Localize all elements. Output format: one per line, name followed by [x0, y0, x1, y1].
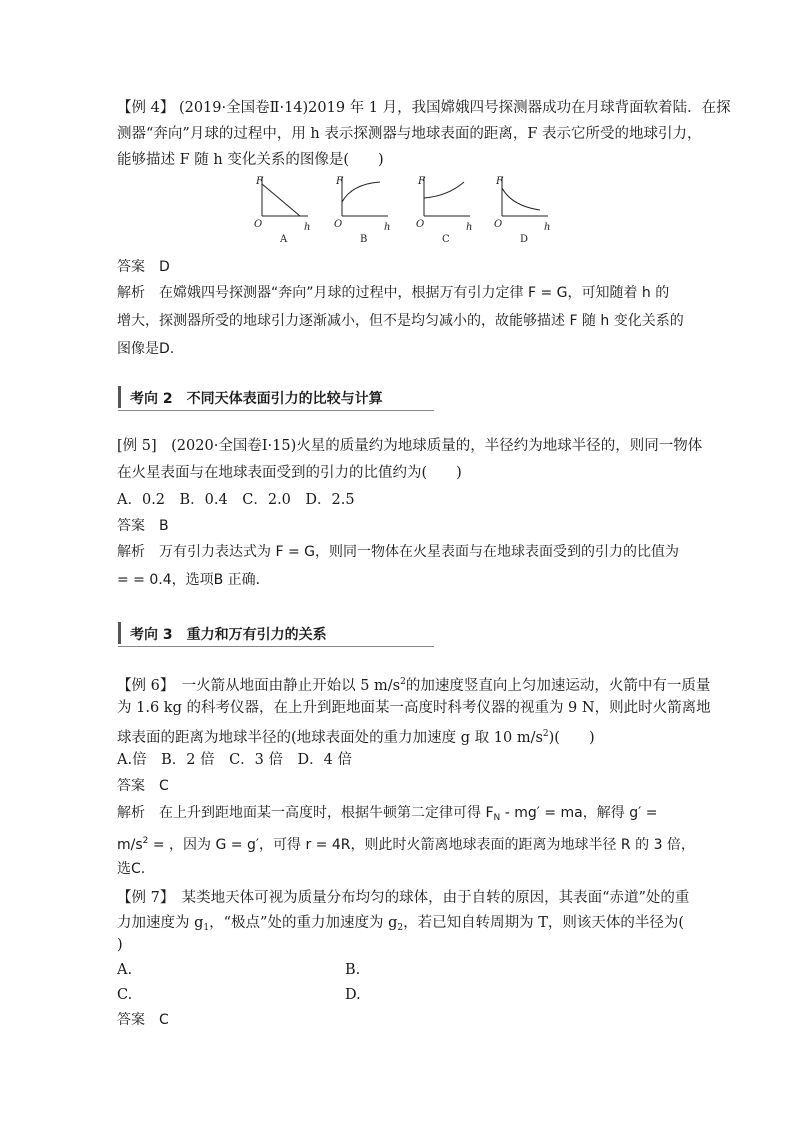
- ex7-answer: 答案 C: [117, 1012, 169, 1028]
- ex5-analysis-line-1: 解析 万有引力表达式为 F = G，则同一物体在火星表面与在地球表面受到的引力的比值为: [117, 544, 679, 560]
- ex5-question-line-1: [例 5] (2020·全国卷Ⅰ·15)火星的质量约为地球质量的，半径约为地球半径的，则同一物体: [117, 438, 703, 454]
- subscript-1: 1: [203, 923, 210, 933]
- ex7-option-b: B.: [345, 962, 361, 978]
- graph-b-o-label: O: [334, 219, 343, 230]
- ex7-line2-part-c: ，若已知自转周期为 T，则该天体的半径为(: [403, 915, 685, 931]
- ex6-line3-part-b: )( ): [548, 730, 595, 746]
- superscript-2: 2: [142, 836, 149, 846]
- section-3-rule: [118, 646, 434, 647]
- ex6-line1-part-b: 的加速度竖直向上匀加速运动，火箭中有一质量: [405, 678, 711, 694]
- ex6-analysis1-part-b: - mg′ = ma，解得 g′ =: [500, 805, 658, 821]
- ex4-question-line-1: 【例 4】 (2019·全国卷Ⅱ·14)2019 年 1 月，我国嫦娥四号探测器成功在月球背面软着陆．在探: [117, 100, 731, 116]
- subscript-2: 2: [397, 923, 404, 933]
- graph-b-f-label: F: [336, 176, 343, 187]
- ex6-line1-part-a: 【例 6】 一火箭从地面由静止开始以 5 m/s: [117, 678, 401, 694]
- ex7-option-c: C.: [117, 987, 133, 1003]
- section-3-marker: [118, 622, 121, 644]
- graph-b-h-label: h: [384, 222, 391, 233]
- ex7-line2-part-a: 力加速度为 g: [117, 915, 204, 931]
- ex7-question-line-1: 【例 7】 某类地天体可视为质量分布均匀的球体，由于自转的原因，其表面“赤道”处的重: [117, 890, 690, 906]
- superscript-2: 2: [400, 677, 406, 687]
- graph-a-h-label: h: [304, 222, 311, 233]
- ex5-analysis-line-2: = = 0.4，选项B 正确．: [117, 572, 270, 588]
- ex7-option-d: D.: [345, 987, 361, 1003]
- graph-c-o-label: O: [416, 219, 425, 230]
- ex6-analysis-line-1: [117, 803, 697, 828]
- section-3-header: [118, 622, 434, 648]
- ex5-answer: 答案 B: [117, 518, 169, 534]
- section-2-marker: [118, 386, 121, 408]
- ex4-question-line-2: 测器“奔向”月球的过程中，用 h 表示探测器与地球表面的距离，F 表示它所受的地球引力，: [117, 126, 702, 142]
- graph-c-f-label: F: [418, 176, 425, 187]
- graph-b-label: B: [360, 234, 368, 244]
- section-2-rule: [118, 410, 434, 411]
- ex6-answer: 答案 C: [117, 778, 169, 794]
- graph-a: [254, 176, 310, 244]
- ex6-question-line-2: 为 1.6 kg 的科考仪器，在上升到距地面某一高度时科考仪器的视重为 9 N，则此时火箭离地: [117, 700, 711, 716]
- ex5-question-line-2: 在火星表面与在地球表面受到的引力的比值约为( ): [117, 465, 462, 481]
- ex6-options: A.倍 B．2 倍 C．3 倍 D．4 倍: [117, 752, 352, 768]
- ex7-option-a: A.: [117, 962, 133, 978]
- ex6-analysis1-part-a: 解析 在上升到距地面某一高度时，根据牛顿第二定律可得 F: [117, 805, 494, 821]
- ex6-question-line-3: [117, 724, 697, 748]
- ex4-option-graphs: [250, 172, 550, 244]
- graph-d-o-label: O: [494, 219, 503, 230]
- graph-a-f-label: F: [256, 176, 263, 187]
- ex6-analysis-line-2: [117, 831, 697, 855]
- ex4-analysis-line-1: 解析 在嫦娥四号探测器“奔向”月球的过程中，根据万有引力定律 F = G，可知随着 h 的: [117, 285, 670, 301]
- graph-d: [494, 176, 550, 244]
- graph-c-h-label: h: [466, 222, 473, 233]
- graph-a-label: A: [280, 234, 288, 244]
- section-2-title: 考向 2 不同天体表面引力的比较与计算: [130, 391, 383, 407]
- graph-d-f-label: F: [496, 176, 503, 187]
- graph-c-label: C: [442, 234, 450, 244]
- ex4-answer: 答案 D: [117, 259, 170, 275]
- ex7-question-line-3: ): [117, 937, 123, 953]
- section-3-title: 考向 3 重力和万有引力的关系: [130, 627, 327, 643]
- graph-a-o-label: O: [254, 219, 263, 230]
- subscript-n: N: [493, 813, 501, 823]
- superscript-2: 2: [542, 729, 549, 739]
- ex6-analysis-line-3: 选C.: [117, 861, 146, 877]
- ex6-analysis2-part-a: m/s: [117, 837, 143, 853]
- graph-b: [334, 176, 390, 244]
- section-2-header: [118, 386, 434, 412]
- ex6-analysis2-part-b: = ，因为 G = g′，可得 r = 4R，则此时火箭离地球表面的距离为地球半径 R 的 3 倍，: [148, 837, 695, 853]
- graph-d-label: D: [520, 234, 529, 244]
- ex7-line2-part-b: ，“极点”处的重力加速度为 g: [209, 915, 398, 931]
- graph-c: [416, 176, 472, 244]
- graph-d-h-label: h: [544, 222, 550, 233]
- ex5-options: A．0.2 B．0.4 C．2.0 D．2.5: [117, 492, 355, 508]
- ex6-question-line-1: [117, 672, 711, 696]
- ex4-analysis-line-2: 增大，探测器所受的地球引力逐渐减小，但不是均匀减小的，故能够描述 F 随 h 变化关系的: [117, 313, 684, 329]
- ex4-question-line-3: 能够描述 F 随 h 变化关系的图像是( ): [117, 152, 384, 168]
- ex6-line3-part-a: 球表面的距离为地球半径的(地球表面处的重力加速度 g 取 10 m/s: [117, 730, 543, 746]
- ex4-analysis-line-3: 图像是D.: [117, 341, 175, 357]
